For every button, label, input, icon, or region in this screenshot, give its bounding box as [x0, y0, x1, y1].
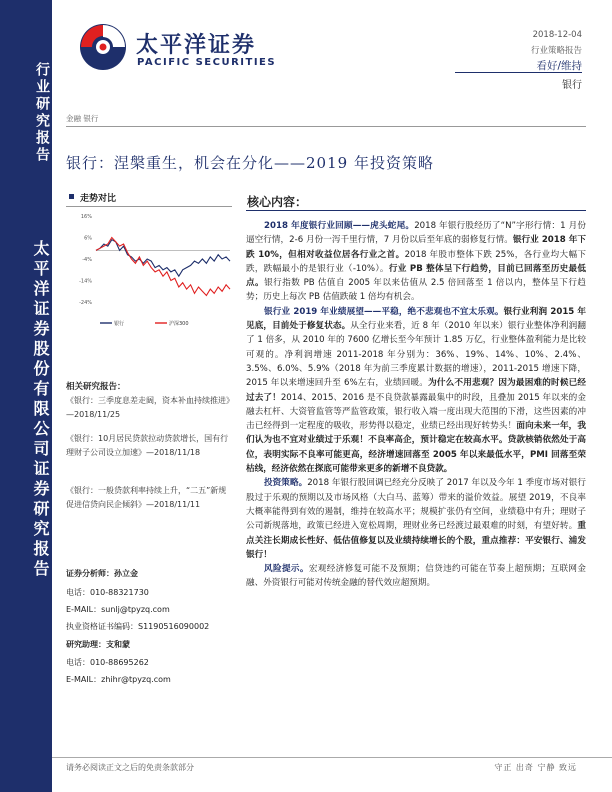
company-logo-icon [78, 22, 128, 72]
band-company-label: 太平洋证券股份有限公司证券研究报告 [31, 240, 50, 580]
footer-motto: 守正 出奇 宁静 致远 [494, 763, 577, 772]
related-report-link[interactable]: 《银行：三季度息差走阔，资本补血持续推进》—2018/11/25 [66, 396, 234, 419]
core-divider [246, 210, 586, 211]
y-tick-label: -14% [79, 278, 92, 285]
y-tick-label: 16% [80, 213, 92, 220]
report-title: 银行：涅槃重生，机会在分化——2019 年投资策略 [66, 154, 434, 172]
footer-divider [52, 757, 612, 758]
report-type: 行业策略报告 [530, 46, 582, 56]
trend-divider [66, 206, 232, 207]
footer-disclaimer: 请务必阅读正文之后的免责条款部分 [66, 763, 194, 772]
y-tick-label: -4% [82, 256, 92, 263]
legend-label-index: 沪深300 [169, 321, 189, 327]
paragraph-strategy: 投资策略。2018 年银行股回调已经充分反映了 2017 年以及今年 1 季度市场对银行股过于乐观的预期以及市场风格（大白马、蓝筹）带来的溢价效益。展望 2019，不良率大概率能得到有效的遏制，维持在较高水平；规模扩张仍有空间，业绩稳中有升；理财子公司新规落地，政策已经进入宽松周期，理财业务已经渡过最艰难的时刻，有望好转。重点关注长期成长性好、低估值修复以及业绩持续增长的个股，重点推荐：平安银行、浦发银行！ [246, 478, 586, 560]
paragraph-outlook: 银行业 2019 年业绩展望——平稳，绝不悲观也不宜太乐观。银行业利润 2015 年见底，目前处于修复状态。从全行业来看，近 8 年（2010 年以来）银行业整体净利润翻了 1 倍多，从 2010 年的 7600 亿增长至今年预计 1.85 万亿，行业整体盈利能力是比较可观的。净利润增速 2011-2018 年分别为：36%、19%、14%、10%、2.4%、3.5%、6.0%、5.9%（2018 年为前三季度累计数据的增速），2011-2015 增速下降，2015 年以来增速回升至 6%左右，业绩回暖。为什么不用悲观？因为最困难的时候已经过去了！2014、2015、2016 是不良贷款暴露最集中的时段，且叠加 2015 年以来的金融去杠杆、大资管监管等严监管政策，银行收入端一度出现大范围的下滑，这些因素的冲击已经得到一定程度的吸收，形势得以稳定，业绩已经出现好转势头！面向未来一年，我们认为也不宜对业绩过于乐观！不良率高企，预计稳定在较高水平。贷款核销依然处于高位，表明实际不良率可能更高，经济增速回落至 2005 年以来最低水平，PMI 回落至荣枯线，经济依然在探底可能带来更多的新增不良贷款。 [246, 306, 587, 475]
category-breadcrumb: 金融 银行 [66, 114, 99, 123]
series-line-bank [96, 240, 230, 277]
analyst-heading: 证券分析师：孙立金 [66, 569, 138, 578]
core-body [246, 219, 586, 591]
section-bullet-icon [69, 194, 74, 199]
side-band [0, 0, 52, 792]
trend-chart [60, 210, 236, 335]
assistant-email[interactable]: E-MAIL：zhihr@tpyzq.com [66, 675, 171, 684]
y-tick-label: 6% [84, 235, 92, 242]
related-report-link[interactable]: 《银行：一般贷款利率持续上升，“二五”新规促进信贷向民企倾斜》—2018/11/11 [66, 486, 227, 509]
legend-label-bank: 银行 [114, 321, 125, 327]
y-tick-label: -24% [79, 299, 92, 306]
sector-label: 银行 [562, 80, 582, 91]
analyst-email[interactable]: E-MAIL：sunlj@tpyzq.com [66, 605, 170, 614]
title-divider [66, 126, 586, 127]
related-report-link[interactable]: 《银行：10月居民贷款拉动贷款增长，国有行理财子公司设立加速》—2018/11/18 [66, 434, 229, 457]
analyst-cert: 执业资格证书编码：S1190516090002 [66, 622, 210, 631]
assistant-phone: 电话：010-88695262 [66, 658, 149, 667]
band-report-label: 行业研究报告 [34, 62, 50, 164]
paragraph-review: 2018 年度银行业回顾——虎头蛇尾。2018 年银行股经历了“N”字形行情：1 月份逼空行情，2-6 月份一泻千里行情，7 月份以后至年底的弱修复行情。银行业 2018 年下跌 10%，但相对收益位居各行业之首。2018 年股市整体下跌 25%，各行业均大幅下跌，跌幅最小的是银行业（-10%）。行业 PB 整体呈下行趋势，目前已回落至历史最低点。银行指数 PB 估值自 2005 年以来估值从 2.5 倍回落至 1 倍以内，整体呈下行趋势；历史上每次 PB 估值跌破 1 倍均有机会。 [246, 221, 587, 303]
rating: 看好/维持 [536, 60, 582, 72]
analyst-phone: 电话：010-88321730 [66, 588, 149, 597]
related-reports-heading: 相关研究报告： [66, 382, 126, 392]
rating-divider [455, 72, 582, 73]
logo-chinese-name: 太平洋证券 [136, 33, 257, 58]
trend-heading: 走势对比 [80, 194, 117, 204]
assistant-heading: 研究助理：支和蒙 [66, 640, 130, 649]
report-date: 2018-12-04 [532, 30, 582, 40]
series-line-index [96, 238, 230, 296]
paragraph-risk: 风险提示。宏观经济修复可能不及预期；信贷违约可能在节奏上超预期；互联网金融、外资银行可能对传统金融的替代效应超预期。 [246, 564, 586, 589]
logo-english-name: PACIFIC SECURITIES [137, 57, 277, 68]
core-content-heading: 核心内容： [247, 195, 308, 209]
